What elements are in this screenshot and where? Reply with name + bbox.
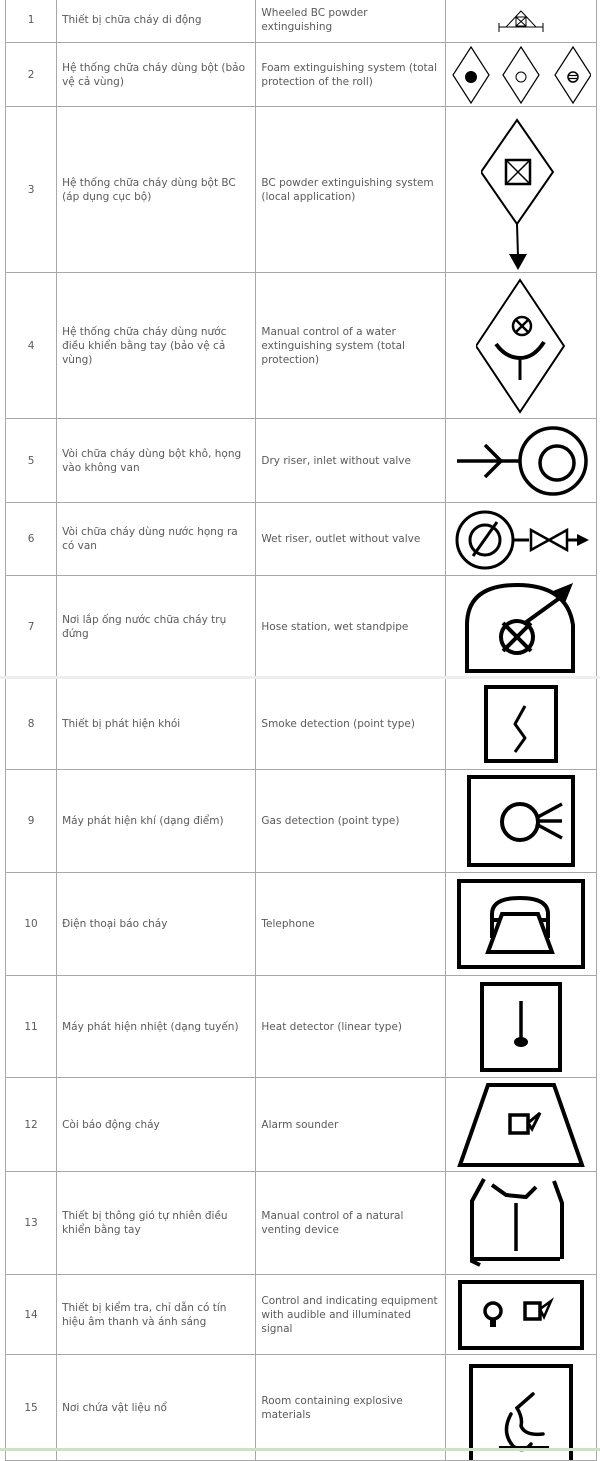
symbol-cell [445,1275,596,1355]
table-row [6,679,597,770]
row-number: 2 [6,43,57,107]
wet-riser-outlet-icon [451,506,591,572]
vietnamese-name: Thiết bị phát hiện khói [57,679,256,770]
symbol-cell [445,273,596,419]
wheeled-extinguisher-icon [491,5,551,35]
english-name: Manual control of a natural venting device [256,1172,445,1275]
vietnamese-name: Còi báo động cháy [57,1078,256,1172]
table-row [6,873,597,976]
english-name: Telephone [256,873,445,976]
vietnamese-name: Thiết bị chữa cháy di động [57,0,256,43]
symbol-cell [445,1355,596,1461]
vietnamese-name: Vòi chữa cháy dùng nước họng ra có van [57,503,256,576]
table-row [6,576,597,679]
english-name: Smoke detection (point type) [256,679,445,770]
alarm-sounder-icon [456,1081,586,1169]
symbol-cell [445,1078,596,1172]
symbol-cell [445,0,596,43]
fire-symbols-table [5,0,597,1461]
english-name: Wet riser, outlet without valve [256,503,445,576]
symbol-cell [445,976,596,1078]
english-name: Foam extinguishing system (total protection of the roll) [256,43,445,107]
vietnamese-name: Điện thoại báo cháy [57,873,256,976]
english-name: Wheeled BC powder extinguishing [256,0,445,43]
row-number: 10 [6,873,57,976]
english-name: Room containing explosive materials [256,1355,445,1461]
symbol-cell [445,770,596,873]
row-number: 14 [6,1275,57,1355]
table-row [6,1078,597,1172]
row-number: 12 [6,1078,57,1172]
vietnamese-name: Thiết bị kiểm tra, chỉ dẫn có tín hiệu âm thanh và ánh sáng [57,1275,256,1355]
table-row [6,273,597,419]
vietnamese-name: Hệ thống chữa cháy dùng bột BC (áp dụng cục bộ) [57,107,256,273]
row-number: 6 [6,503,57,576]
vietnamese-name: Nơi lắp ống nước chữa cháy trụ đứng [57,576,256,679]
row-number: 15 [6,1355,57,1461]
control-indicating-icon [457,1279,585,1351]
table-row [6,419,597,503]
table-row [6,1172,597,1275]
telephone-icon [456,878,586,970]
gas-detector-icon [466,774,576,868]
row-number: 3 [6,107,57,273]
vietnamese-name: Máy phát hiện khí (dạng điểm) [57,770,256,873]
hose-station-icon [461,579,581,675]
symbol-cell [445,503,596,576]
row-number: 13 [6,1172,57,1275]
english-name: Control and indicating equipment with audible and illuminated signal [256,1275,445,1355]
symbol-cell [445,43,596,107]
dry-riser-inlet-icon [451,423,591,499]
vietnamese-name: Máy phát hiện nhiệt (dạng tuyến) [57,976,256,1078]
table-row [6,107,597,273]
table-row [6,0,597,43]
symbol-cell [445,419,596,503]
row-number: 4 [6,273,57,419]
table-row [6,1355,597,1461]
vietnamese-name: Nơi chứa vật liệu nổ [57,1355,256,1461]
english-name: Gas detection (point type) [256,770,445,873]
foam-system-diamonds-icon [451,45,591,105]
english-name: Hose station, wet standpipe [256,576,445,679]
diamond-arrow-down-icon [481,110,561,270]
symbol-cell [445,679,596,770]
vietnamese-name: Hệ thống chữa cháy dùng bột (bảo vệ cả vùng) [57,43,256,107]
row-number: 9 [6,770,57,873]
english-name: Manual control of a water extinguishing system (total protection) [256,273,445,419]
vietnamese-name: Thiết bị thông gió tự nhiên điều khiển bằng tay [57,1172,256,1275]
english-name: BC powder extinguishing system (local application) [256,107,445,273]
row-separator-band [0,676,600,679]
heat-detector-icon [479,981,563,1073]
vietnamese-name: Hệ thống chữa cháy dùng nước điều khiển bằng tay (bảo vệ cả vùng) [57,273,256,419]
english-name: Dry riser, inlet without valve [256,419,445,503]
symbol-cell [445,1172,596,1275]
table-row [6,43,597,107]
smoke-detector-icon [483,684,559,764]
symbol-cell [445,107,596,273]
row-number: 1 [6,0,57,43]
diamond-manual-water-icon [476,276,566,416]
row-number: 8 [6,679,57,770]
row-number: 5 [6,419,57,503]
row-number: 7 [6,576,57,679]
symbol-cell [445,576,596,679]
english-name: Alarm sounder [256,1078,445,1172]
table-row [6,770,597,873]
row-number: 11 [6,976,57,1078]
symbol-cell [445,873,596,976]
explosive-room-icon [461,1360,581,1460]
english-name: Heat detector (linear type) [256,976,445,1078]
table-row [6,976,597,1078]
natural-venting-icon [466,1175,576,1271]
table-row [6,503,597,576]
table-row [6,1275,597,1355]
vietnamese-name: Vòi chữa cháy dùng bột khô, họng vào không van [57,419,256,503]
